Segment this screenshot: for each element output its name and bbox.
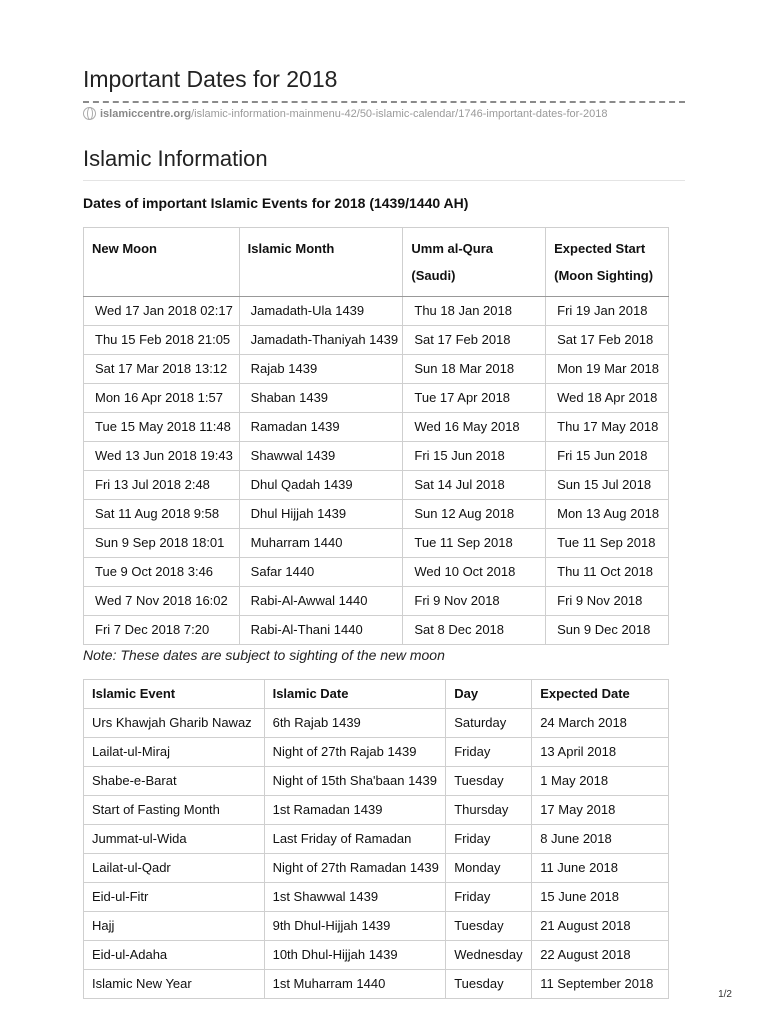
table-cell: Night of 27th Ramadan 1439 [264,854,446,883]
column-header-new-moon: New Moon [84,228,240,297]
table-row [84,413,669,442]
table-row [84,825,669,854]
table-row [84,326,669,355]
table-cell: Wednesday [446,941,532,970]
table-header-row [84,680,669,709]
table-cell: Sun 12 Aug 2018 [403,500,546,529]
table-cell: Last Friday of Ramadan [264,825,446,854]
table-row [84,767,669,796]
table-row [84,883,669,912]
table-cell: Tuesday [446,912,532,941]
table-cell: Fri 13 Jul 2018 2:48 [84,471,240,500]
source-link[interactable] [83,107,607,120]
table-cell: 11 June 2018 [532,854,669,883]
table-header-row [84,228,669,297]
table-row [84,970,669,999]
table-cell: 22 August 2018 [532,941,669,970]
column-header-day: Day [446,680,532,709]
table-cell: 1 May 2018 [532,767,669,796]
table-cell: Thu 11 Oct 2018 [546,558,669,587]
table-cell: Fri 19 Jan 2018 [546,297,669,326]
table-row [84,796,669,825]
table-cell: Safar 1440 [239,558,403,587]
table-cell: 1st Shawwal 1439 [264,883,446,912]
table-row [84,854,669,883]
table-cell: Rabi-Al-Thani 1440 [239,616,403,645]
table-cell: Hajj [84,912,265,941]
table-cell: Sun 9 Sep 2018 18:01 [84,529,240,558]
table-row [84,558,669,587]
page-number: 1/2 [718,989,732,1000]
table-cell: Thu 18 Jan 2018 [403,297,546,326]
table-cell: Monday [446,854,532,883]
table-cell: 17 May 2018 [532,796,669,825]
table-cell: Fri 7 Dec 2018 7:20 [84,616,240,645]
table-cell: Mon 13 Aug 2018 [546,500,669,529]
table-cell: Start of Fasting Month [84,796,265,825]
table-cell: Eid-ul-Fitr [84,883,265,912]
column-header-expected-start [546,228,669,297]
column-header-islamic-event: Islamic Event [84,680,265,709]
table-cell: 1st Ramadan 1439 [264,796,446,825]
table-cell: Sat 17 Feb 2018 [546,326,669,355]
table-cell: Dhul Qadah 1439 [239,471,403,500]
table-row [84,500,669,529]
table-cell: Ramadan 1439 [239,413,403,442]
table-row [84,384,669,413]
table-cell: Sat 17 Feb 2018 [403,326,546,355]
table-cell: Sat 8 Dec 2018 [403,616,546,645]
table-cell: Jummat-ul-Wida [84,825,265,854]
islamic-events-table [83,679,669,999]
table-cell: 10th Dhul-Hijjah 1439 [264,941,446,970]
table-row [84,529,669,558]
table-row [84,709,669,738]
table-cell: Rajab 1439 [239,355,403,384]
table-cell: 15 June 2018 [532,883,669,912]
table-cell: 13 April 2018 [532,738,669,767]
table-cell: Tuesday [446,767,532,796]
section-divider [83,180,685,181]
table-cell: Thursday [446,796,532,825]
table-cell: Sat 17 Mar 2018 13:12 [84,355,240,384]
table-cell: 8 June 2018 [532,825,669,854]
table-cell: Shawwal 1439 [239,442,403,471]
table-cell: Fri 15 Jun 2018 [403,442,546,471]
table-cell: Jamadath-Thaniyah 1439 [239,326,403,355]
table-cell: 24 March 2018 [532,709,669,738]
table-cell: Night of 15th Sha'baan 1439 [264,767,446,796]
moon-sighting-note: Note: These dates are subject to sighting of the new moon [83,647,445,663]
table-cell: Fri 9 Nov 2018 [546,587,669,616]
column-header-islamic-month: Islamic Month [239,228,403,297]
table-cell: Lailat-ul-Qadr [84,854,265,883]
section-title: Islamic Information [83,146,268,171]
table-cell: Dhul Hijjah 1439 [239,500,403,529]
page-title: Important Dates for 2018 [83,66,338,92]
source-domain[interactable]: islamiccentre.org [100,107,192,120]
table-cell: Mon 19 Mar 2018 [546,355,669,384]
table-cell: Friday [446,883,532,912]
table-cell: Sat 11 Aug 2018 9:58 [84,500,240,529]
table-cell: Thu 17 May 2018 [546,413,669,442]
new-moon-table [83,227,669,645]
table-cell: 1st Muharram 1440 [264,970,446,999]
table-cell: Mon 16 Apr 2018 1:57 [84,384,240,413]
table-cell: Muharram 1440 [239,529,403,558]
table-row [84,297,669,326]
table-row [84,912,669,941]
table-cell: Wed 17 Jan 2018 02:17 [84,297,240,326]
table-cell: Thu 15 Feb 2018 21:05 [84,326,240,355]
source-path[interactable]: /islamic-information-mainmenu-42/50-islamic-calendar/1746-important-dates-for-2018 [191,107,608,120]
table-cell: Eid-ul-Adaha [84,941,265,970]
events-subheading: Dates of important Islamic Events for 2018 (1439/1440 AH) [83,195,469,211]
table-cell: Wed 13 Jun 2018 19:43 [84,442,240,471]
table-cell: Wed 18 Apr 2018 [546,384,669,413]
dashed-divider [83,101,685,103]
table-row [84,587,669,616]
table-row [84,471,669,500]
table-row [84,616,669,645]
globe-icon [83,107,96,120]
table-row [84,738,669,767]
expected-start-label: Expected Start [554,241,646,256]
table-cell: Friday [446,738,532,767]
table-cell: 9th Dhul-Hijjah 1439 [264,912,446,941]
moon-sighting-label: (Moon Sighting) [554,268,654,283]
table-cell: 21 August 2018 [532,912,669,941]
table-cell: Saturday [446,709,532,738]
table-cell: Jamadath-Ula 1439 [239,297,403,326]
table-cell: Tue 17 Apr 2018 [403,384,546,413]
table-cell: Shabe-e-Barat [84,767,265,796]
column-header-islamic-date: Islamic Date [264,680,446,709]
table-cell: Wed 10 Oct 2018 [403,558,546,587]
table-cell: Tue 11 Sep 2018 [403,529,546,558]
column-header-expected-date: Expected Date [532,680,669,709]
table-cell: Fri 15 Jun 2018 [546,442,669,471]
table-cell: Sat 14 Jul 2018 [403,471,546,500]
table-cell: Tue 11 Sep 2018 [546,529,669,558]
table-cell: Tue 15 May 2018 11:48 [84,413,240,442]
column-header-umm-al-qura: Umm al-Qura (Saudi) [403,228,546,297]
table-cell: Lailat-ul-Miraj [84,738,265,767]
table-cell: Sun 9 Dec 2018 [546,616,669,645]
table-cell: Wed 7 Nov 2018 16:02 [84,587,240,616]
table-cell: Wed 16 May 2018 [403,413,546,442]
table-cell: 11 September 2018 [532,970,669,999]
table-cell: Sun 18 Mar 2018 [403,355,546,384]
table-cell: Shaban 1439 [239,384,403,413]
table-row [84,355,669,384]
table-cell: 6th Rajab 1439 [264,709,446,738]
table-cell: Sun 15 Jul 2018 [546,471,669,500]
table-row [84,442,669,471]
table-cell: Islamic New Year [84,970,265,999]
table-cell: Tuesday [446,970,532,999]
table-cell: Friday [446,825,532,854]
table-cell: Rabi-Al-Awwal 1440 [239,587,403,616]
table-cell: Fri 9 Nov 2018 [403,587,546,616]
table-cell: Urs Khawjah Gharib Nawaz [84,709,265,738]
table-cell: Tue 9 Oct 2018 3:46 [84,558,240,587]
table-row [84,941,669,970]
table-cell: Night of 27th Rajab 1439 [264,738,446,767]
